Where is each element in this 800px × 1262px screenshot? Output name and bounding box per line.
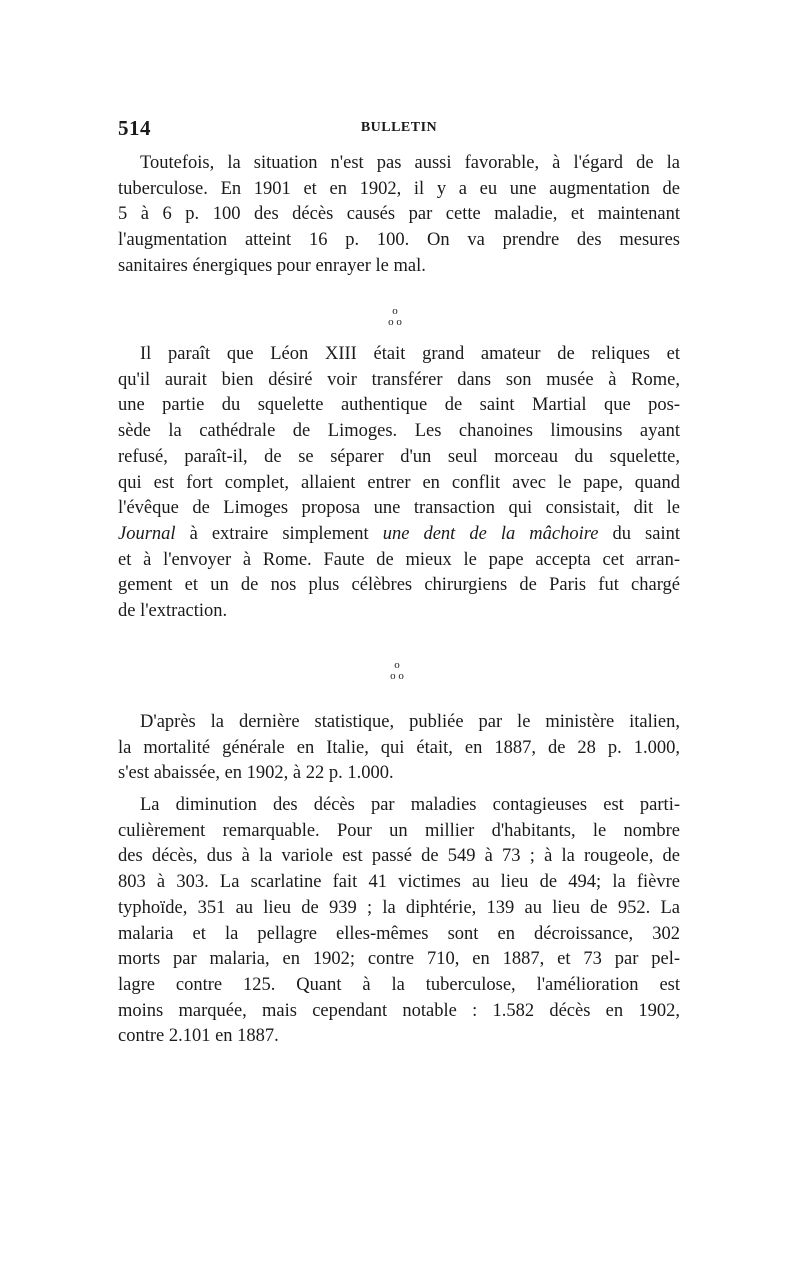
text-line — [118, 522, 680, 548]
text-line: une partie du squelette authentique de saint Martial que pos- — [118, 395, 680, 416]
text-line: la mortalité générale en Italie, qui était, en 1887, de 28 p. 1.000, — [118, 737, 680, 758]
text-line: moins marquée, mais cependant notable : 1.582 décès en 1902, — [118, 1000, 680, 1021]
text-line: s'est abaissée, en 1902, à 22 p. 1.000. — [118, 763, 394, 784]
separator-bottom-dots: o o — [390, 670, 404, 682]
separator-top-dot: o — [392, 305, 398, 317]
separator-bottom-dots: o o — [388, 316, 402, 328]
paragraph-tuberculosis — [118, 151, 680, 280]
page-header — [118, 116, 680, 140]
text-line: refusé, paraît-il, de se séparer d'un seul morceau du squelette, — [118, 446, 680, 467]
journal-title: Journal — [118, 523, 176, 544]
running-title: BULLETIN — [360, 120, 438, 135]
text-line: l'augmentation atteint 16 p. 100. On va prendre des mesures — [118, 230, 680, 251]
text-line: sanitaires énergiques pour enrayer le mal. — [118, 255, 426, 276]
text-line: Il paraît que Léon XIII était grand amateur de reliques et — [140, 344, 680, 364]
text-fragment: du saint — [598, 523, 680, 544]
page-number: 514 — [118, 116, 151, 140]
text-line: culièrement remarquable. Pour un millier d'habitants, le nombre — [118, 820, 680, 841]
text-line: tuberculose. En 1901 et en 1902, il y a eu une augmentation de — [118, 178, 680, 199]
text-line: 5 à 6 p. 100 des décès causés par cette maladie, et maintenant — [118, 204, 680, 225]
text-fragment: à extraire simplement — [175, 523, 383, 544]
separator-top-dot: o — [394, 659, 400, 671]
text-line: Toutefois, la situation n'est pas aussi favorable, à l'égard de la — [140, 153, 680, 173]
text-line: La diminution des décès par maladies contagieuses est parti- — [140, 795, 680, 815]
text-line: 803 à 303. La scarlatine fait 41 victimes au lieu de 494; la fièvre — [118, 872, 680, 893]
text-line: qu'il aurait bien désiré voir transférer dans son musée à Rome, — [118, 369, 680, 390]
text-line: l'évêque de Limoges proposa une transaction qui consistait, dit le — [118, 498, 680, 519]
paragraph-leon-xiii — [118, 342, 680, 625]
text-line: des décès, dus à la variole est passé de 549 à 73 ; à la rougeole, de — [118, 846, 680, 867]
text-line: gement et un de nos plus célèbres chirurgiens de Paris fut chargé — [118, 575, 680, 596]
paragraph-contagious-diseases — [118, 793, 680, 1050]
text-line: de l'extraction. — [118, 601, 228, 622]
text-line: qui est fort complet, allaient entrer en conflit avec le pape, quand — [118, 472, 680, 493]
text-line: D'après la dernière statistique, publiée par le ministère italien, — [140, 712, 680, 732]
section-separator — [377, 660, 417, 694]
italic-quote: une dent de la mâchoire — [382, 523, 599, 544]
text-line: malaria et la pellagre elles-mêmes sont en décroissance, 302 — [118, 923, 680, 944]
text-line: sède la cathédrale de Limoges. Les chanoines limousins ayant — [118, 421, 680, 442]
paragraph-italian-statistics — [118, 710, 680, 787]
text-line: typhoïde, 351 au lieu de 939 ; la diphtérie, 139 au lieu de 952. La — [118, 897, 680, 918]
text-line: lagre contre 125. Quant à la tuberculose, l'amélioration est — [118, 974, 680, 995]
text-line: morts par malaria, en 1902; contre 710, en 1887, et 73 par pel- — [118, 949, 680, 970]
section-separator — [375, 306, 415, 340]
text-line: contre 2.101 en 1887. — [118, 1026, 279, 1047]
text-line: et à l'envoyer à Rome. Faute de mieux le pape accepta cet arran- — [118, 549, 680, 570]
